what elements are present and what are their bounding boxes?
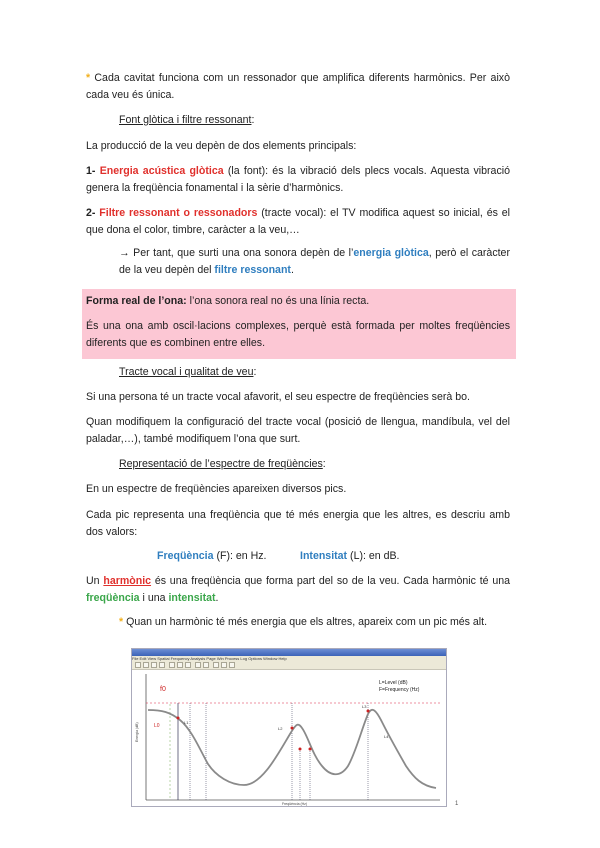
x-axis-label: Freqüència (Hz) bbox=[282, 802, 308, 806]
page-number: 1 bbox=[455, 801, 459, 807]
box-title: Forma real de l’ona: bbox=[86, 295, 187, 307]
box-text: l’ona sonora real no és una línia recta. bbox=[186, 295, 370, 307]
conclusion-text: . bbox=[290, 264, 294, 276]
arrow-right-icon: → bbox=[119, 247, 130, 259]
l1-label: L1 bbox=[184, 720, 189, 725]
screenshot-toolbar bbox=[132, 661, 446, 670]
harmonic-text: Un bbox=[86, 575, 104, 587]
l4-label: L4 bbox=[384, 734, 389, 739]
heading-font-filtre-text: Font glòtica i filtre ressonant bbox=[119, 114, 252, 126]
peak-marker bbox=[291, 727, 294, 730]
harmonic-text: i una bbox=[139, 592, 169, 604]
conclusion-text: , però el caràcter de la veu depèn del bbox=[119, 247, 510, 276]
term-frequencia-green: freqüència bbox=[86, 592, 140, 604]
peak-marker bbox=[309, 748, 312, 751]
spectrum-screenshot bbox=[131, 648, 447, 807]
toolbar-button bbox=[135, 662, 141, 668]
term-frequencia: Freqüència bbox=[157, 550, 214, 562]
screenshot-titlebar bbox=[132, 649, 446, 656]
heading-tracte-vocal-text: Tracte vocal i qualitat de veu bbox=[119, 366, 254, 378]
legend-frequency: F=Frequency (Hz) bbox=[379, 687, 420, 693]
term-harmonic: harmònic bbox=[103, 575, 152, 587]
toolbar-button bbox=[213, 662, 219, 668]
legend-level: L=Level (dB) bbox=[379, 680, 408, 686]
asterisk-icon: * bbox=[119, 616, 124, 628]
y-axis-label: Energia (dB) bbox=[135, 722, 139, 742]
toolbar-button bbox=[195, 662, 201, 668]
l3-label: L3 bbox=[362, 704, 367, 709]
paragraph-pic-alt bbox=[119, 614, 510, 631]
value-text: (L): en dB. bbox=[347, 550, 400, 562]
harmonic-text: . bbox=[215, 592, 219, 604]
value-intensitat bbox=[300, 548, 440, 565]
box-line-2: És una ona amb oscil·lacions complexes, perquè està formada per moltes freqüències diferents que es combinen entre elles. bbox=[86, 320, 510, 349]
paragraph-configuracio: Quan modifiquem la configuració del tracte vocal (posició de llengua, mandíbula, vel del paladar,…), també modifiquem l’ona que surt. bbox=[86, 416, 510, 445]
toolbar-button bbox=[177, 662, 183, 668]
box-line-1 bbox=[86, 293, 510, 310]
item-filtre-ressonant bbox=[86, 205, 510, 239]
paragraph-produccio: La producció de la veu depèn de dos elements principals: bbox=[86, 140, 357, 152]
item-text: (tracte vocal): el TV modifica aquest so inicial, és el que dona el color, timbre, caràcter a la veu,… bbox=[86, 207, 511, 236]
toolbar-button bbox=[143, 662, 149, 668]
conclusion-text: Per tant, que surti una ona sonora depèn de l’ bbox=[129, 247, 354, 259]
item-number: 1- bbox=[86, 165, 96, 177]
value-text: (F): en Hz. bbox=[213, 550, 267, 562]
l0-label: L0 bbox=[154, 723, 160, 729]
paragraph-tracte-afavorit: Si una persona té un tracte vocal afavorit, el seu espectre de freqüències serà bo. bbox=[86, 391, 470, 403]
term-energia-glotica: Energia acústica glòtica bbox=[99, 165, 224, 177]
peak-marker bbox=[299, 748, 302, 751]
heading-colon: : bbox=[253, 366, 257, 378]
heading-font-filtre bbox=[119, 112, 510, 129]
heading-representacio bbox=[119, 456, 510, 473]
term-intensitat: Intensitat bbox=[300, 550, 348, 562]
toolbar-button bbox=[229, 662, 235, 668]
term-energia-glotica-blue: energia glòtica bbox=[353, 247, 429, 259]
term-filtre-ressonant: Filtre ressonant o ressonadors bbox=[99, 207, 258, 219]
peak-marker bbox=[177, 717, 180, 720]
toolbar-button bbox=[159, 662, 165, 668]
l2-label: L2 bbox=[278, 726, 283, 731]
pic-alt-text: Quan un harmònic té més energia que els altres, apareix com un pic més alt. bbox=[126, 616, 488, 628]
item-number: 2- bbox=[86, 207, 96, 219]
term-filtre-ressonant-blue: filtre ressonant bbox=[214, 264, 291, 276]
heading-colon: : bbox=[322, 458, 326, 470]
conclusion-paragraph bbox=[119, 245, 510, 279]
toolbar-button bbox=[151, 662, 157, 668]
screenshot-menubar: File Edit View Spatial Frequency Analysis Page Win Process Log Options Window Help bbox=[132, 656, 446, 661]
paragraph-harmonic bbox=[86, 573, 510, 607]
paragraph-pics: En un espectre de freqüències apareixen diversos pics. bbox=[86, 483, 347, 495]
intro-paragraph bbox=[86, 70, 510, 104]
spectrum-plot bbox=[132, 670, 446, 806]
term-intensitat-green: intensitat bbox=[168, 592, 216, 604]
asterisk-icon: * bbox=[86, 72, 91, 84]
intro-text: Cada cavitat funciona com un ressonador que amplifica diferents harmònics. Per això cada veu és única. bbox=[86, 72, 510, 101]
toolbar-button bbox=[185, 662, 191, 668]
f0-label: f0 bbox=[160, 686, 166, 693]
value-frequencia bbox=[157, 548, 297, 565]
paragraph-cada-pic: Cada pic representa una freqüència que té més energia que les altres, es descriu amb dos valors: bbox=[86, 509, 510, 538]
toolbar-button bbox=[169, 662, 175, 668]
peak-marker bbox=[367, 710, 370, 713]
toolbar-button bbox=[203, 662, 209, 668]
harmonic-text: és una freqüència que forma part del so de la veu. Cada harmònic té una bbox=[151, 575, 510, 587]
item-energia-glotica bbox=[86, 163, 510, 197]
heading-colon: : bbox=[251, 114, 255, 126]
heading-representacio-text: Representació de l’espectre de freqüències bbox=[119, 458, 323, 470]
item-text: (la font): és la vibració dels plecs vocals. Aquesta vibració genera la freqüència fonamental i la sèrie d’harmònics. bbox=[86, 165, 510, 194]
heading-tracte-vocal bbox=[119, 364, 510, 381]
toolbar-button bbox=[221, 662, 227, 668]
